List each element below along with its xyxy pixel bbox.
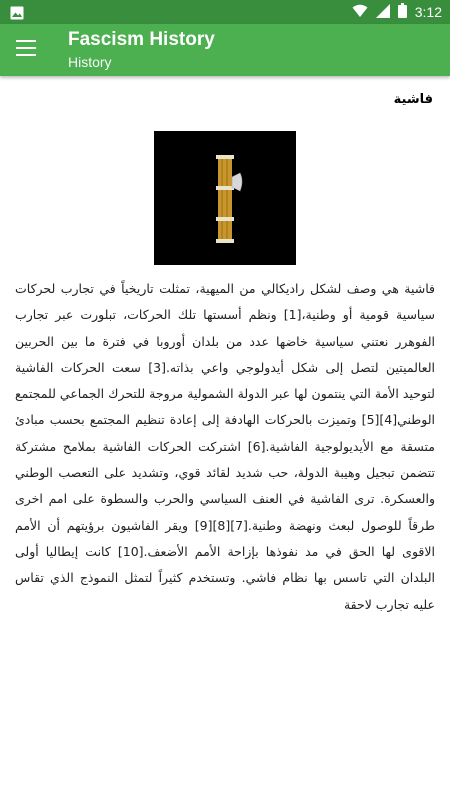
article-body: فاشية هي وصف لشكل راديكالي من الميهية، تمثلت تاريخياً في تجارب لحركات سياسية قومية أو وطنية،[1] ونظم أسستها تلك الحركات، تبلورت عبر تجارب الفوهرر نعتني سياسية خاضها عدد من بلدان أوروبا في فترة ما بين الحربين العالميتين لتصل إلى شكل أيدولوجي واعي بذاته.[3] سعت الحركات الفاشية لتوحيد الأمة التي ينتمون لها عبر الدولة الشمولية مروجة للتحرك الجماعي للمجتمع الوطني[4][5] وتميزت بالحركات الهادفة إلى إعادة تنظيم المجتمع بحسب مبادئ متسقة مع الأيديولوجية الفاشية.[6] اشتركت الحركات الفاشية بملامح مشتركة تتضمن تبجيل وهيبة الدولة، حب شديد لقائد قوي، وتشديد على التعصب الوطني والعسكرة. ترى الفاشية في العنف السياسي والحرب والسطوة على امم اخرى طرقاً للوصول لبعث ونهضة وطنية.[7][8][9] ويقر الفاشيون برؤيتهم أن الأمم الاقوى لها الحق في مد نفوذها بإزاحة الأمم الأضعف.[10] كانت إيطاليا أولى البلدان التي تاسس بها نظام فاشي. وتستخدم كثيراً لتمثل النموذج الذي تقاس عليه تجارب لاحقة — [15, 281, 436, 612]
image-icon — [10, 5, 24, 24]
status-time: 3:12 — [414, 4, 442, 20]
cellular-icon — [376, 3, 390, 22]
fasces-symbol-image — [154, 131, 296, 265]
wifi-icon — [352, 3, 368, 22]
article-heading: فاشية — [393, 92, 433, 107]
app-title: Fascism History — [68, 29, 215, 50]
app-subtitle: History — [68, 54, 112, 70]
article-content[interactable] — [0, 76, 450, 800]
battery-icon — [398, 3, 407, 22]
hamburger-menu-icon[interactable] — [16, 40, 36, 60]
status-bar — [0, 0, 450, 24]
app-bar — [0, 24, 450, 76]
